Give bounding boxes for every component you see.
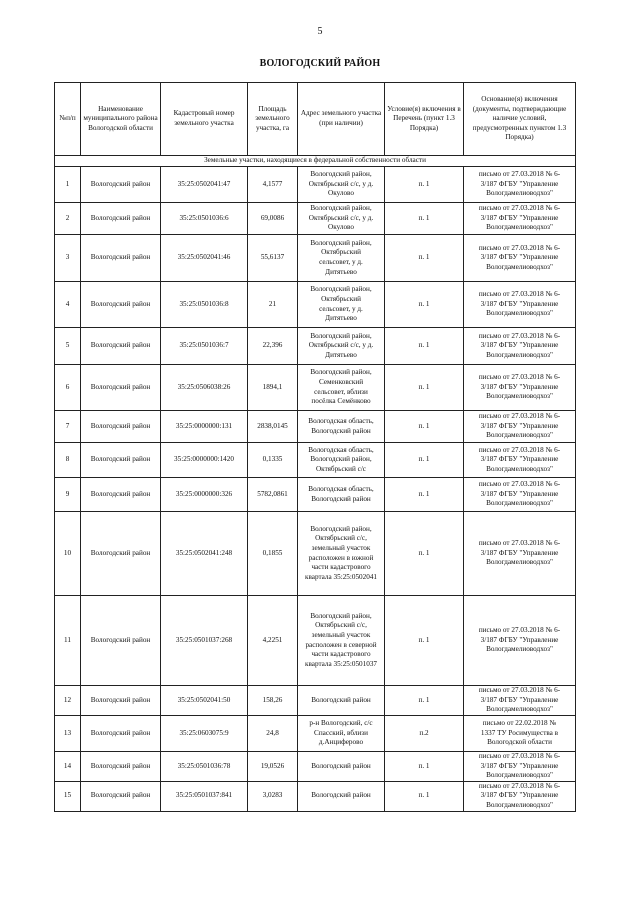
- cell-address: Вологодский район, Октябрьский с/с, у д. Окулово: [298, 203, 385, 235]
- cell-area: 5782,0861: [248, 478, 298, 512]
- cell-district: Вологодский район: [81, 235, 161, 282]
- cell-district: Вологодский район: [81, 478, 161, 512]
- table-header-row: [55, 83, 576, 156]
- cell-condition: п. 1: [385, 282, 464, 328]
- cell-address: Вологодский район, Октябрьский с/с, у д. Окулово: [298, 167, 385, 203]
- table-row: [55, 716, 576, 752]
- cell-area: 2838,0145: [248, 411, 298, 443]
- cell-district: Вологодский район: [81, 596, 161, 686]
- cell-basis: письмо от 27.03.2018 № 6- 3/187 ФГБУ "Управление Вологдамелиоводхоз": [464, 411, 576, 443]
- cell-district: Вологодский район: [81, 512, 161, 596]
- cell-basis: письмо от 27.03.2018 № 6- 3/187 ФГБУ "Управление Вологдамелиоводхоз": [464, 781, 576, 811]
- cell-condition: п. 1: [385, 512, 464, 596]
- cell-address: Вологодский район, Октябрьский сельсовет, у д. Дитятьево: [298, 282, 385, 328]
- cell-address: Вологодский район: [298, 752, 385, 782]
- cell-condition: п. 1: [385, 203, 464, 235]
- cell-basis: письмо от 27.03.2018 № 6- 3/187 ФГБУ "Управление Вологдамелиоводхоз": [464, 167, 576, 203]
- cell-address: Вологодская область, Вологодский район: [298, 478, 385, 512]
- table-row: [55, 512, 576, 596]
- cell-basis: письмо от 27.03.2018 № 6- 3/187 ФГБУ "Управление Вологдамелиоводхоз": [464, 686, 576, 716]
- cell-condition: п. 1: [385, 443, 464, 478]
- header-condition: Условие(я) включения в Перечень (пункт 1.3 Порядка): [385, 83, 464, 156]
- cell-number: 12: [55, 686, 81, 716]
- section-row: [55, 156, 576, 167]
- header-basis: Основание(я) включения (документы, подтверждающие наличие условий, предусмотренных пунктом 1.3 Порядка): [464, 83, 576, 156]
- table-row: [55, 781, 576, 811]
- cell-number: 10: [55, 512, 81, 596]
- cell-area: 0,1335: [248, 443, 298, 478]
- cell-condition: п. 1: [385, 411, 464, 443]
- cell-basis: письмо от 22.02.2018 № 1337 ТУ Росимущества в Вологодской области: [464, 716, 576, 752]
- cell-condition: п. 1: [385, 781, 464, 811]
- table-row: [55, 282, 576, 328]
- cell-cadastral-number: 35:25:0502041:248: [161, 512, 248, 596]
- cell-district: Вологодский район: [81, 716, 161, 752]
- cell-basis: письмо от 27.03.2018 № 6- 3/187 ФГБУ "Управление Вологдамелиоводхоз": [464, 365, 576, 411]
- table-row: [55, 328, 576, 365]
- cell-cadastral-number: 35:25:0000000:1420: [161, 443, 248, 478]
- cell-area: 4,2251: [248, 596, 298, 686]
- cell-cadastral-number: 35:25:0502041:50: [161, 686, 248, 716]
- cell-condition: п. 1: [385, 328, 464, 365]
- section-title: Земельные участки, находящиеся в федеральной собственности области: [55, 156, 576, 167]
- cell-district: Вологодский район: [81, 781, 161, 811]
- cell-cadastral-number: 35:25:0000000:131: [161, 411, 248, 443]
- cell-cadastral-number: 35:25:0506038:26: [161, 365, 248, 411]
- cell-cadastral-number: 35:25:0502041:46: [161, 235, 248, 282]
- cell-number: 5: [55, 328, 81, 365]
- page-number: 5: [317, 26, 323, 37]
- cell-district: Вологодский район: [81, 686, 161, 716]
- cell-cadastral-number: 35:25:0501036:8: [161, 282, 248, 328]
- cell-number: 6: [55, 365, 81, 411]
- cell-address: Вологодский район, Октябрьский с/с, у д. Дитятьево: [298, 328, 385, 365]
- cell-number: 1: [55, 167, 81, 203]
- header-district: Наименование муниципального района Вологодской области: [81, 83, 161, 156]
- cell-area: 24,8: [248, 716, 298, 752]
- table-row: [55, 752, 576, 782]
- cell-district: Вологодский район: [81, 365, 161, 411]
- cell-area: 3,0283: [248, 781, 298, 811]
- cell-cadastral-number: 35:25:0501037:268: [161, 596, 248, 686]
- cell-number: 14: [55, 752, 81, 782]
- cell-condition: п. 1: [385, 167, 464, 203]
- cell-area: 0,1855: [248, 512, 298, 596]
- cell-area: 19,0526: [248, 752, 298, 782]
- cell-condition: п. 1: [385, 478, 464, 512]
- cell-basis: письмо от 27.03.2018 № 6- 3/187 ФГБУ "Управление Вологдамелиоводхоз": [464, 328, 576, 365]
- cell-district: Вологодский район: [81, 752, 161, 782]
- cell-number: 2: [55, 203, 81, 235]
- cell-number: 9: [55, 478, 81, 512]
- table-row: [55, 596, 576, 686]
- cell-cadastral-number: 35:25:0603075:9: [161, 716, 248, 752]
- table-row: [55, 365, 576, 411]
- header-address: Адрес земельного участка (при наличии): [298, 83, 385, 156]
- cell-address: Вологодский район, Октябрьский с/с, земельный участок расположен в южной части кадастрового квартала 35:25:0502041: [298, 512, 385, 596]
- cell-area: 158,26: [248, 686, 298, 716]
- cell-cadastral-number: 35:25:0000000:326: [161, 478, 248, 512]
- cell-number: 15: [55, 781, 81, 811]
- table-row: [55, 443, 576, 478]
- table-row: [55, 235, 576, 282]
- cell-address: Вологодский район, Октябрьский с/с, земельный участок расположен в северной части кадастрового квартала 35:25:0501037: [298, 596, 385, 686]
- table-row: [55, 167, 576, 203]
- cell-address: Вологодский район: [298, 686, 385, 716]
- cell-area: 22,396: [248, 328, 298, 365]
- cell-district: Вологодский район: [81, 411, 161, 443]
- cell-number: 11: [55, 596, 81, 686]
- cell-condition: п. 1: [385, 235, 464, 282]
- cell-basis: письмо от 27.03.2018 № 6- 3/187 ФГБУ "Управление Вологдамелиоводхоз": [464, 596, 576, 686]
- cell-basis: письмо от 27.03.2018 № 6- 3/187 ФГБУ "Управление Вологдамелиоводхоз": [464, 235, 576, 282]
- cell-district: Вологодский район: [81, 328, 161, 365]
- land-plots-table: [54, 82, 576, 812]
- cell-number: 8: [55, 443, 81, 478]
- cell-number: 3: [55, 235, 81, 282]
- cell-cadastral-number: 35:25:0501036:78: [161, 752, 248, 782]
- cell-address: Вологодский район, Октябрьский сельсовет, у д. Дитятьево: [298, 235, 385, 282]
- header-area: Площадь земельного участка, га: [248, 83, 298, 156]
- cell-number: 13: [55, 716, 81, 752]
- cell-area: 69,0086: [248, 203, 298, 235]
- cell-address: Вологодская область, Вологодский район, Октябрьский с/с: [298, 443, 385, 478]
- cell-cadastral-number: 35:25:0501037:841: [161, 781, 248, 811]
- cell-condition: п. 1: [385, 365, 464, 411]
- cell-condition: п. 1: [385, 596, 464, 686]
- cell-district: Вологодский район: [81, 282, 161, 328]
- cell-address: Вологодский район: [298, 781, 385, 811]
- header-number: №п/п: [55, 83, 81, 156]
- cell-cadastral-number: 35:25:0501036:6: [161, 203, 248, 235]
- cell-basis: письмо от 27.03.2018 № 6- 3/187 ФГБУ "Управление Вологдамелиоводхоз": [464, 203, 576, 235]
- cell-address: Вологодская область, Вологодский район: [298, 411, 385, 443]
- cell-condition: п.2: [385, 716, 464, 752]
- cell-basis: письмо от 27.03.2018 № 6- 3/187 ФГБУ "Управление Вологдамелиоводхоз": [464, 478, 576, 512]
- cell-number: 7: [55, 411, 81, 443]
- cell-basis: письмо от 27.03.2018 № 6- 3/187 ФГБУ "Управление Вологдамелиоводхоз": [464, 443, 576, 478]
- cell-cadastral-number: 35:25:0502041:47: [161, 167, 248, 203]
- cell-area: 21: [248, 282, 298, 328]
- table-row: [55, 478, 576, 512]
- cell-address: Вологодский район, Семенковский сельсовет, вблизи посёлка Семёнково: [298, 365, 385, 411]
- table-row: [55, 686, 576, 716]
- cell-address: р-н Вологодский, с/с Спасский, вблизи д.Анциферово: [298, 716, 385, 752]
- cell-basis: письмо от 27.03.2018 № 6- 3/187 ФГБУ "Управление Вологдамелиоводхоз": [464, 512, 576, 596]
- table-row: [55, 411, 576, 443]
- cell-district: Вологодский район: [81, 167, 161, 203]
- district-title: ВОЛОГОДСКИЙ РАЙОН: [259, 58, 381, 69]
- cell-cadastral-number: 35:25:0501036:7: [161, 328, 248, 365]
- cell-area: 4,1577: [248, 167, 298, 203]
- table-row: [55, 203, 576, 235]
- cell-condition: п. 1: [385, 686, 464, 716]
- cell-area: 1894,1: [248, 365, 298, 411]
- cell-condition: п. 1: [385, 752, 464, 782]
- cell-district: Вологодский район: [81, 443, 161, 478]
- cell-basis: письмо от 27.03.2018 № 6- 3/187 ФГБУ "Управление Вологдамелиоводхоз": [464, 752, 576, 782]
- cell-area: 55,6137: [248, 235, 298, 282]
- header-cadastral-number: Кадастровый номер земельного участка: [161, 83, 248, 156]
- cell-number: 4: [55, 282, 81, 328]
- cell-district: Вологодский район: [81, 203, 161, 235]
- cell-basis: письмо от 27.03.2018 № 6- 3/187 ФГБУ "Управление Вологдамелиоводхоз": [464, 282, 576, 328]
